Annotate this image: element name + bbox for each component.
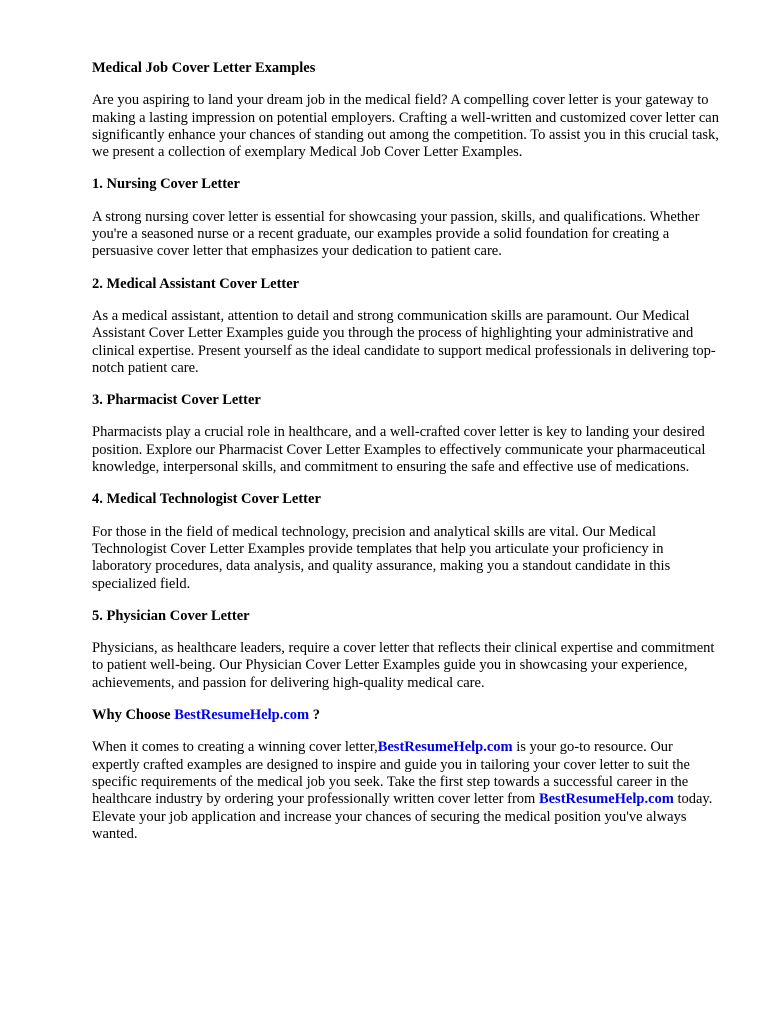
bestresumehelp-link[interactable]: BestResumeHelp.com <box>174 707 310 724</box>
closing-text-3: today. Elevate your job application and increase your chances of securing the medical position you've always wanted. <box>92 791 713 842</box>
document-title: Medical Job Cover Letter Examples <box>92 60 316 76</box>
document-body <box>92 60 720 843</box>
closing-paragraph <box>92 739 720 843</box>
section-5-physician-body: Physicians, as healthcare leaders, require a cover letter that reflects their clinical expertise and commitment to patient well-being. Our Physician Cover Letter Examples guide you in showcasing your experience, achievements, and passion for delivering high-quality medical care. <box>92 640 715 691</box>
why-choose-suffix: ? <box>309 707 320 724</box>
bestresumehelp-link[interactable]: BestResumeHelp.com <box>538 791 674 808</box>
section-4-medical-technologist-heading: 4. Medical Technologist Cover Letter <box>92 491 321 508</box>
section-1-nursing-heading: 1. Nursing Cover Letter <box>92 176 240 193</box>
section-2-medical-assistant-body: As a medical assistant, attention to detail and strong communication skills are paramount. Our Medical Assistant Cover Letter Examples guide you through the process of highlighting your administrative and clinical expertise. Present yourself as the ideal candidate to support medical professionals in delivering top-notch patient care. <box>92 307 716 376</box>
section-4-medical-technologist-body: For those in the field of medical technology, precision and analytical skills are vital. Our Medical Technologist Cover Letter Examples provide templates that help you articulate your proficiency in laboratory procedures, data analysis, and quality assurance, making you a standout candidate in this specialized field. <box>92 523 671 592</box>
why-choose-heading <box>92 707 720 724</box>
closing-text-2: is your go-to resource. Our expertly crafted examples are designed to inspire and guide you in tailoring your cover letter to suit the specific requirements of the medical job you seek. Take the first step towards a successful career in the healthcare industry by ordering your professionally written cover letter from <box>92 739 690 808</box>
intro-paragraph: Are you aspiring to land your dream job in the medical field? A compelling cover letter is your gateway to making a lasting impression on potential employers. Crafting a well-written and customized cover letter can significantly enhance your chances of standing out among the competition. To assist you in this crucial task, we present a collection of exemplary Medical Job Cover Letter Examples. <box>92 92 719 161</box>
section-3-pharmacist-heading: 3. Pharmacist Cover Letter <box>92 392 261 409</box>
section-1-nursing-body: A strong nursing cover letter is essential for showcasing your passion, skills, and qualifications. Whether you're a seasoned nurse or a recent graduate, our examples provide a solid foundation for creating a persuasive cover letter that emphasizes your dedication to patient care. <box>92 208 700 260</box>
section-3-pharmacist-body: Pharmacists play a crucial role in healthcare, and a well-crafted cover letter is key to landing your desired position. Explore our Pharmacist Cover Letter Examples to effectively communicate your pharmaceutical knowledge, interpersonal skills, and commitment to ensuring the safe and effective use of medications. <box>92 424 706 476</box>
section-2-medical-assistant-heading: 2. Medical Assistant Cover Letter <box>92 275 300 292</box>
closing-text-1: When it comes to creating a winning cover letter, <box>92 739 378 756</box>
section-5-physician-heading: 5. Physician Cover Letter <box>92 607 250 624</box>
why-choose-prefix: Why Choose <box>92 707 175 724</box>
bestresumehelp-link[interactable]: BestResumeHelp.com <box>377 739 513 756</box>
